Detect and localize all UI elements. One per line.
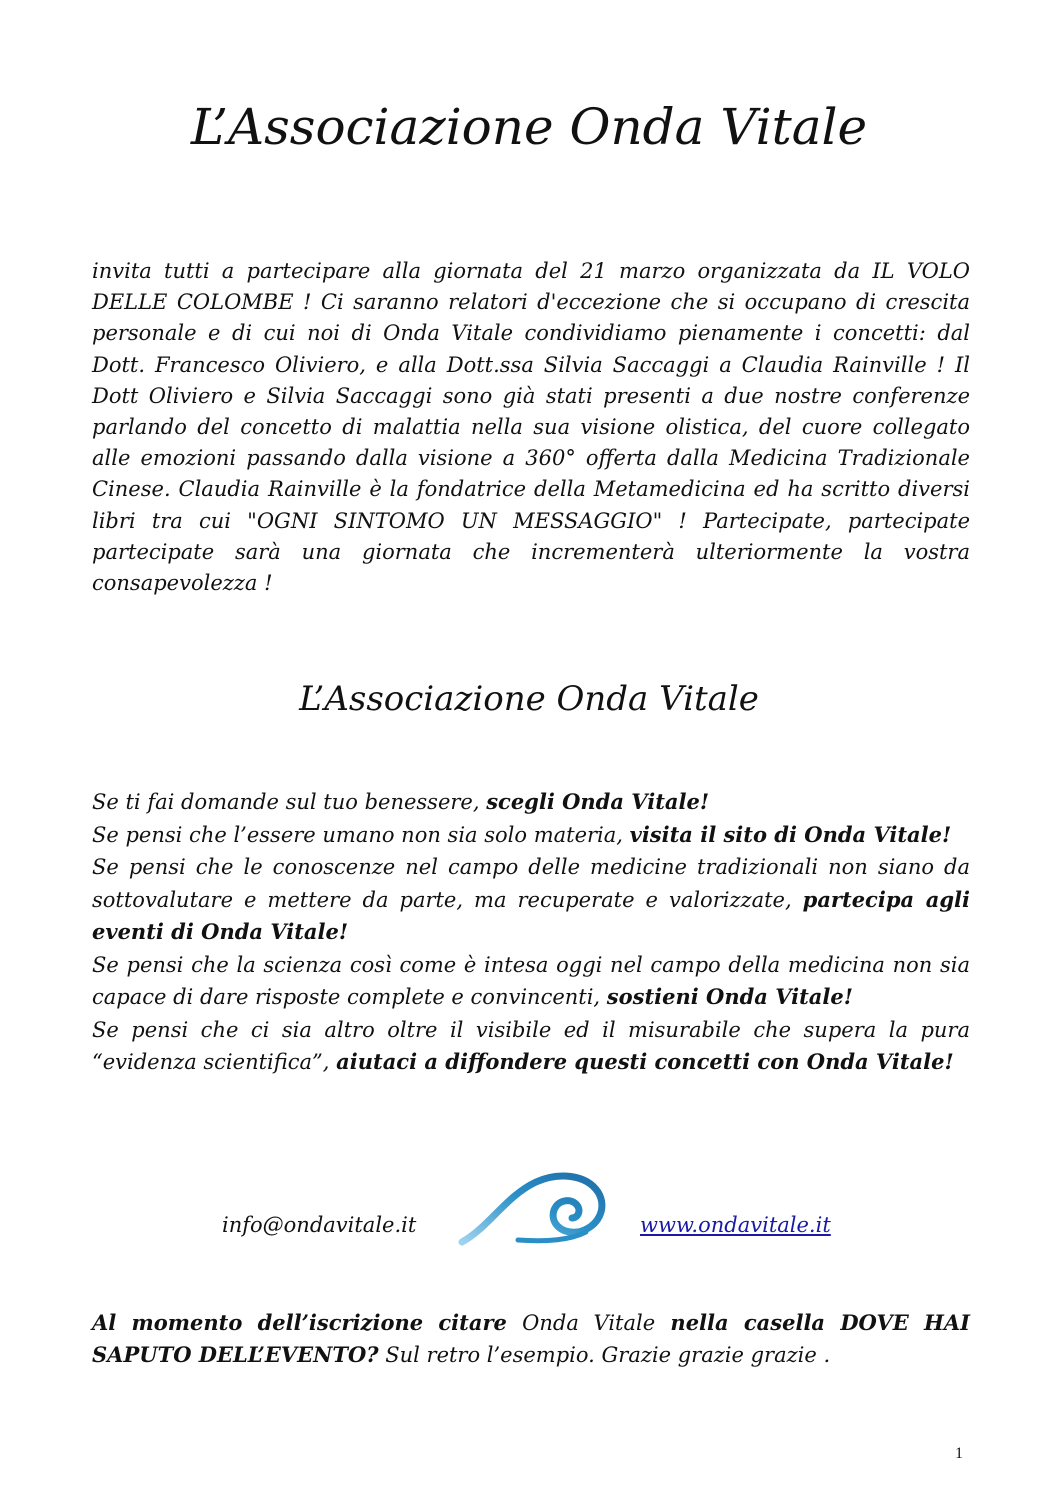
promo-line-text: Se ti fai domande sul tuo benessere, [92, 790, 487, 814]
promo-line-emphasis: partecipa agli eventi di Onda Vitale! [92, 886, 970, 944]
promo-line [92, 786, 970, 819]
page-number: 1 [955, 1445, 963, 1462]
note-emphasis: nella casella DOVE HAI SAPUTO DELL’EVENTO? [92, 1310, 970, 1367]
note-text: Onda Vitale [522, 1311, 656, 1335]
promo-line [92, 1014, 970, 1079]
note-text: Sul retro l’esempio. Grazie grazie grazie . [378, 1343, 831, 1367]
promo-line [92, 819, 970, 852]
document-title: L’Associazione Onda Vitale [190, 98, 868, 156]
contact-email[interactable]: info@ondavitale.it [222, 1213, 417, 1237]
promo-line-text: Se pensi che ci sia altro oltre il visibile ed il misurabile che supera la pura “evidenza scientifica”, [92, 1017, 970, 1074]
promo-line-emphasis: sostieni Onda Vitale! [606, 984, 853, 1009]
wave-logo-icon [458, 1170, 608, 1246]
website-link[interactable]: www.ondavitale.it [640, 1213, 831, 1237]
promo-line [92, 851, 970, 949]
intro-paragraph: invita tutti a partecipare alla giornata del 21 marzo organizzata da IL VOLO DELLE COLOMBE ! Ci saranno relatori d'eccezione che si occupano di crescita personale e di cui noi di Onda Vitale condividiamo pienamente i concetti: dal Dott. Francesco Oliviero, e alla Dott.ssa Silvia Saccaggi a Claudia Rainville ! Il Dott Oliviero e Silvia Saccaggi sono già stati presenti a due nostre conferenze parlando del concetto di malattia nella sua visione olistica, del cuore collegato alle emozioni passando dalla visione a 360° offerta dalla Medicina Tradizionale Cinese. Claudia Rainville è la fondatrice della Metamedicina ed ha scritto diversi libri tra cui "OGNI SINTOMO UN MESSAGGIO" ! Partecipate, partecipate partecipate sarà una giornata che incrementerà ulteriormente la vostra consapevolezza ! [92, 259, 970, 596]
promo-line-emphasis: aiutaci a diffondere questi concetti con Onda Vitale! [336, 1049, 954, 1074]
promo-line-emphasis: visita il sito di Onda Vitale! [629, 821, 952, 847]
promo-line-text: Se pensi che le conoscenze nel campo delle medicine tradizionali non siano da sottovalutare e mettere da parte, ma recuperate e valorizzate, [92, 855, 970, 912]
section-title: L’Associazione Onda Vitale [299, 679, 759, 719]
note-emphasis: Al momento dell’iscrizione citare [92, 1310, 523, 1335]
promo-line-text: Se pensi che l’essere umano non sia solo materia, [92, 822, 630, 847]
promo-line-emphasis: scegli Onda Vitale! [486, 789, 710, 814]
registration-note [92, 1307, 970, 1371]
promo-line [92, 949, 970, 1014]
promo-line-text: Se pensi che la scienza così come è intesa oggi nel campo della medicina non sia capace di dare risposte complete e convincenti, [92, 952, 970, 1009]
promo-list [92, 786, 970, 1079]
